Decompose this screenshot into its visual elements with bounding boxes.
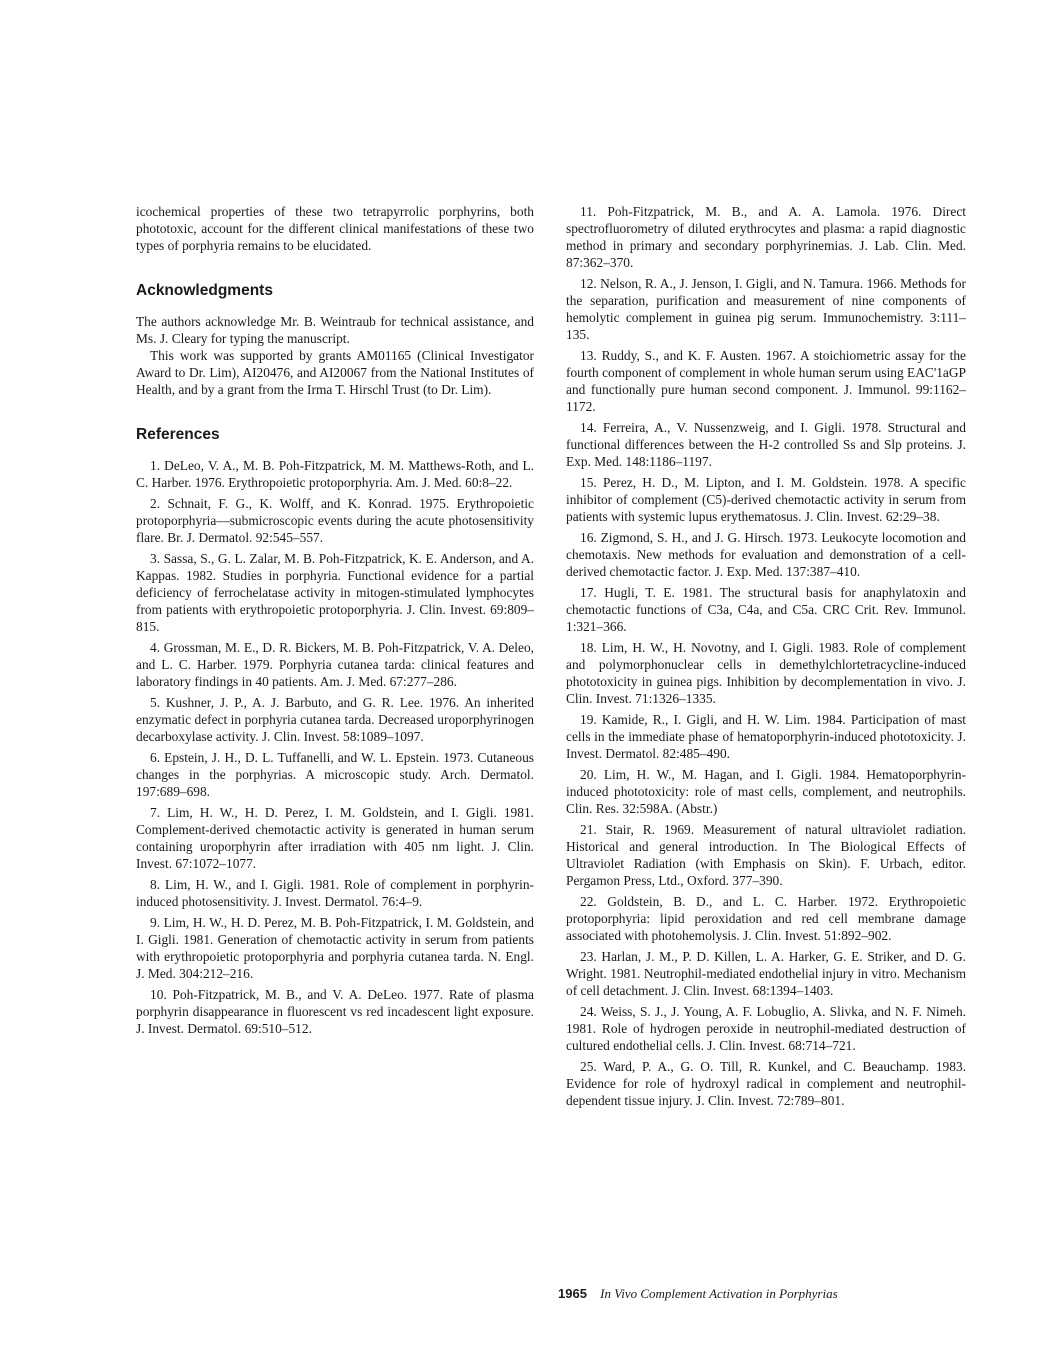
reference-item: 20. Lim, H. W., M. Hagan, and I. Gigli. 1984. Hematoporphyrin-induced phototoxicity: role of mast cells, complement, and neutrophils. Clin. Res. 32:598A. (Abstr.) [566, 767, 966, 816]
reference-item: 3. Sassa, S., G. L. Zalar, M. B. Poh-Fitzpatrick, K. E. Anderson, and A. Kappas. 1982. Studies in porphyria. Functional evidence for a partial deficiency of ferrochelatase activity in mitogen-stimulated lymphocytes from patients with erythropoietic protoporphyria. J. Clin. Invest. 69:809–815. [136, 551, 534, 634]
reference-item: 24. Weiss, S. J., J. Young, A. F. Lobuglio, A. Slivka, and N. F. Nimeh. 1981. Role of hydrogen peroxide in neutrophil-mediated destruction of cultured endothelial cells. J. Clin. Invest. 68:714–721. [566, 1004, 966, 1053]
reference-item: 2. Schnait, F. G., K. Wolff, and K. Konrad. 1975. Erythropoietic protoporphyria—submicroscopic events during the acute photosensitivity flare. Br. J. Dermatol. 92:545–557. [136, 496, 534, 545]
left-column [136, 203, 534, 1041]
reference-item: 4. Grossman, M. E., D. R. Bickers, M. B. Poh-Fitzpatrick, V. A. Deleo, and L. C. Harber. 1979. Porphyria cutanea tarda: clinical features and laboratory findings in 40 patients. Am. J. Med. 67:277–286. [136, 640, 534, 689]
reference-item: 11. Poh-Fitzpatrick, M. B., and A. A. Lamola. 1976. Direct spectrofluorometry of diluted erythrocytes and plasma: a rapid diagnostic method in primary and secondary porphyrinemias. J. Lab. Clin. Med. 87:362–370. [566, 204, 966, 270]
reference-item: 7. Lim, H. W., H. D. Perez, I. M. Goldstein, and I. Gigli. 1981. Complement-derived chemotactic activity is generated in human serum containing uroporphyrin after irradiation with 405 nm light. J. Clin. Invest. 67:1072–1077. [136, 805, 534, 871]
acknowledgments-heading: Acknowledgments [136, 282, 273, 299]
running-title: In Vivo Complement Activation in Porphyrias [600, 1286, 838, 1301]
reference-item: 8. Lim, H. W., and I. Gigli. 1981. Role of complement in porphyrin-induced photosensitivity. J. Invest. Dermatol. 76:4–9. [136, 877, 534, 909]
reference-item: 14. Ferreira, A., V. Nussenzweig, and I. Gigli. 1978. Structural and functional differences between the H-2 controlled Ss and Slp proteins. J. Exp. Med. 148:1186–1197. [566, 420, 966, 469]
right-column [566, 203, 966, 1113]
reference-item: 17. Hugli, T. E. 1981. The structural basis for anaphylatoxin and chemotactic functions of C3a, C4a, and C5a. CRC Crit. Rev. Immunol. 1:321–366. [566, 585, 966, 634]
reference-item: 1. DeLeo, V. A., M. B. Poh-Fitzpatrick, M. M. Matthews-Roth, and L. C. Harber. 1976. Erythropoietic protoporphyria. Am. J. Med. 60:8–22. [136, 458, 534, 490]
references-heading: References [136, 426, 220, 443]
page-number: 1965 [558, 1286, 587, 1301]
reference-item: 25. Ward, P. A., G. O. Till, R. Kunkel, and C. Beauchamp. 1983. Evidence for role of hydroxyl radical in complement and neutrophil-dependent tissue injury. J. Clin. Invest. 72:789–801. [566, 1059, 966, 1108]
acknowledgments-paragraph-2: This work was supported by grants AM01165 (Clinical Investigator Award to Dr. Lim), AI20476, and AI20067 from the National Institutes of Health, and by a grant from the Irma T. Hirschl Trust (to Dr. Lim). [136, 348, 534, 397]
reference-item: 13. Ruddy, S., and K. F. Austen. 1967. A stoichiometric assay for the fourth component of complement in whole human serum using EAC'1aGP and functionally pure human second component. J. Immunol. 99:1162–1172. [566, 348, 966, 414]
reference-item: 5. Kushner, J. P., A. J. Barbuto, and G. R. Lee. 1976. An inherited enzymatic defect in porphyria cutanea tarda. Decreased uroporphyrinogen decarboxylase activity. J. Clin. Invest. 58:1089–1097. [136, 695, 534, 744]
reference-item: 9. Lim, H. W., H. D. Perez, M. B. Poh-Fitzpatrick, I. M. Goldstein, and I. Gigli. 1981. Generation of chemotactic activity in serum from patients with erythropoietic protoporphyria and porphyria cutanea tarda. N. Engl. J. Med. 304:212–216. [136, 915, 534, 981]
reference-item: 15. Perez, H. D., M. Lipton, and I. M. Goldstein. 1978. A specific inhibitor of complement (C5)-derived chemotactic activity in serum from patients with systemic lupus erythematosus. J. Clin. Invest. 62:29–38. [566, 475, 966, 524]
reference-item: 22. Goldstein, B. D., and L. C. Harber. 1972. Erythropoietic protoporphyria: lipid peroxidation and red cell membrane damage associated with photohemolysis. J. Clin. Invest. 51:892–902. [566, 894, 966, 943]
reference-item: 23. Harlan, J. M., P. D. Killen, L. A. Harker, G. E. Striker, and D. G. Wright. 1981. Neutrophil-mediated endothelial injury in vitro. Mechanism of cell detachment. J. Clin. Invest. 68:1394–1403. [566, 949, 966, 998]
reference-item: 12. Nelson, R. A., J. Jenson, I. Gigli, and N. Tamura. 1966. Methods for the separation, purification and measurement of nine components of hemolytic complement in guinea pig serum. Immunochemistry. 3:111–135. [566, 276, 966, 342]
reference-item: 6. Epstein, J. H., D. L. Tuffanelli, and W. L. Epstein. 1973. Cutaneous changes in the porphyrias. A microscopic study. Arch. Dermatol. 197:689–698. [136, 750, 534, 799]
acknowledgments-paragraph-1: The authors acknowledge Mr. B. Weintraub for technical assistance, and Ms. J. Cleary for typing the manuscript. [136, 314, 534, 346]
page-footer [558, 1286, 838, 1302]
reference-item: 21. Stair, R. 1969. Measurement of natural ultraviolet radiation. Historical and general introduction. In The Biological Effects of Ultraviolet Radiation (with Emphasis on Skin). F. Urbach, editor. Pergamon Press, Ltd., Oxford. 377–390. [566, 822, 966, 888]
reference-item: 18. Lim, H. W., H. Novotny, and I. Gigli. 1983. Role of complement and polymorphonuclear cells in demethylchlortetracycline-induced phototoxicity in guinea pigs. Inhibition by decomplementation in vivo. J. Clin. Invest. 71:1326–1335. [566, 640, 966, 706]
reference-item: 19. Kamide, R., I. Gigli, and H. W. Lim. 1984. Participation of mast cells in the immediate phase of hematoporphyrin-induced phototoxicity. J. Invest. Dermatol. 82:485–490. [566, 712, 966, 761]
reference-item: 10. Poh-Fitzpatrick, M. B., and V. A. DeLeo. 1977. Rate of plasma porphyrin disappearance in fluorescent vs red incadescent light exposure. J. Invest. Dermatol. 69:510–512. [136, 987, 534, 1036]
intro-paragraph: icochemical properties of these two tetrapyrrolic porphyrins, both phototoxic, account for the different clinical manifestations of these two types of porphyria remains to be elucidated. [136, 204, 534, 253]
reference-item: 16. Zigmond, S. H., and J. G. Hirsch. 1973. Leukocyte locomotion and chemotaxis. New methods for evaluation and demonstration of a cell-derived chemotactic factor. J. Exp. Med. 137:387–410. [566, 530, 966, 579]
